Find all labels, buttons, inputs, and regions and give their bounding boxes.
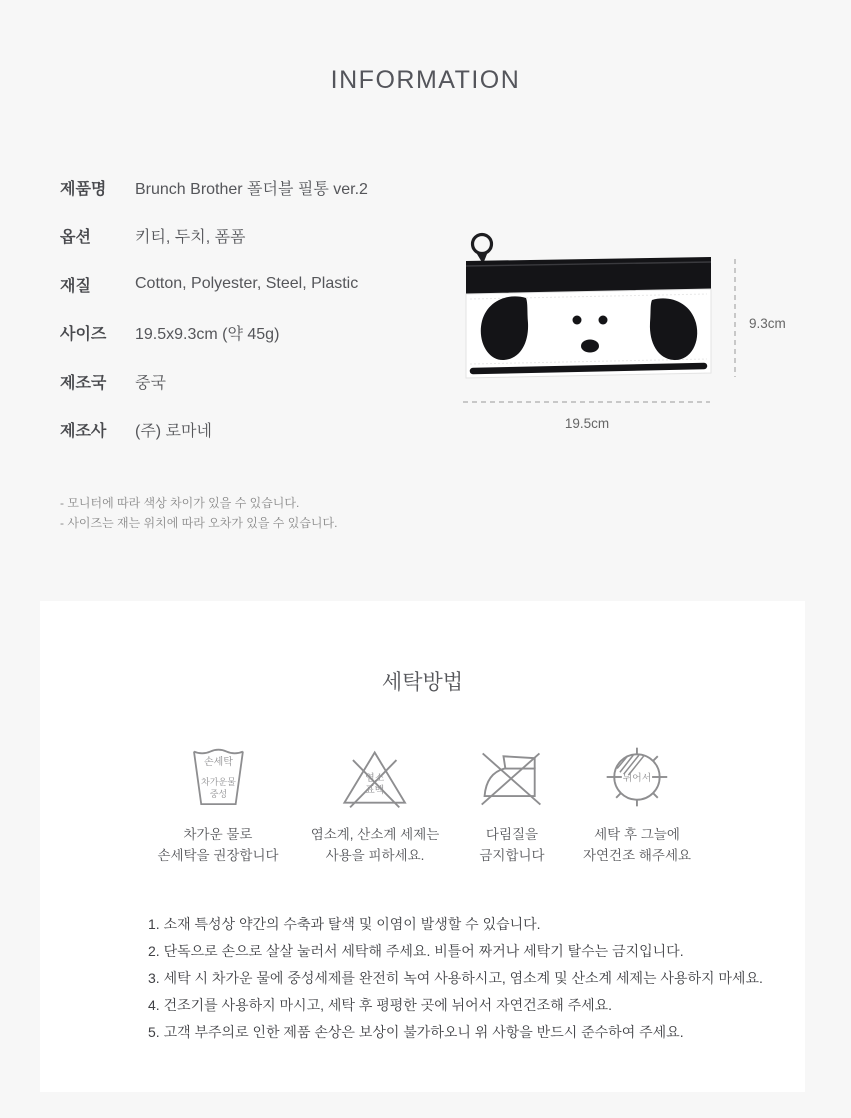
spec-value: 중국 xyxy=(135,374,166,392)
care-instruction-item: 2. 단독으로 손으로 살살 눌러서 세탁해 주세요. 비틀어 짜거나 세탁기 탈수는 금지입니다. xyxy=(148,943,684,959)
dog-left-eye xyxy=(573,316,582,325)
page-title: INFORMATION xyxy=(330,66,521,94)
hand-wash-icon xyxy=(189,739,247,811)
care-instruction-list xyxy=(148,911,805,1046)
spec-row-material xyxy=(60,260,368,309)
spec-value: 19.5x9.3cm (약 45g) xyxy=(135,326,280,344)
care-caption: 세탁 후 그늘에 자연건조 해주세요 xyxy=(582,827,692,863)
care-symbols-row xyxy=(40,739,805,899)
spec-row-product-name xyxy=(60,163,368,212)
spec-row-country xyxy=(60,357,368,406)
spec-row-manufacturer xyxy=(60,406,368,455)
care-instruction-item: 5. 고객 부주의로 인한 제품 손상은 보상이 불가하오니 위 사항을 반드시 준수하여 주세요. xyxy=(148,1024,684,1040)
spec-label: 사이즈 xyxy=(60,326,107,344)
spec-label: 제품명 xyxy=(60,180,107,198)
dog-right-eye xyxy=(599,316,608,325)
product-spec-table xyxy=(60,163,368,454)
care-item-no-bleach xyxy=(311,739,440,866)
care-item-no-iron xyxy=(477,739,547,866)
no-bleach-icon xyxy=(340,739,410,811)
width-dimension-label: 19.5cm xyxy=(564,416,610,431)
note-color-difference: - 모니터에 따라 색상 차이가 있을 수 있습니다. xyxy=(60,496,300,510)
spec-label: 제조국 xyxy=(60,374,107,392)
care-caption: 차가운 물로 손세탁을 권장합니다 xyxy=(157,827,279,863)
care-instruction-item: 1. 소재 특성상 약간의 수축과 탈색 및 이염이 발생할 수 있습니다. xyxy=(148,916,541,932)
spec-value: (주) 로마네 xyxy=(135,423,212,441)
washing-section-title: 세탁방법 xyxy=(381,671,464,694)
no-iron-icon xyxy=(477,739,547,811)
spec-label: 옵션 xyxy=(60,229,91,247)
care-caption: 다림질을 금지합니다 xyxy=(479,827,545,863)
svg-text:표백: 표백 xyxy=(365,785,385,797)
svg-text:차가운물: 차가운물 xyxy=(200,777,236,788)
svg-text:염소: 염소 xyxy=(365,772,385,784)
care-item-dry-flat-shade xyxy=(583,739,691,866)
height-dimension-label: 9.3cm xyxy=(749,316,786,331)
dog-nose xyxy=(581,340,599,353)
pencil-case-illustration xyxy=(440,225,820,440)
zipper-ring-icon xyxy=(473,235,492,254)
spec-value: Cotton, Polyester, Steel, Plastic xyxy=(135,275,359,293)
svg-text:뉘어서: 뉘어서 xyxy=(622,772,652,784)
spec-value: Brunch Brother 폴더블 필통 ver.2 xyxy=(135,180,368,198)
spec-value: 키티, 두치, 폼폼 xyxy=(135,229,246,247)
svg-text:손세탁: 손세탁 xyxy=(203,757,233,769)
care-item-hand-wash xyxy=(157,739,278,866)
spec-row-option xyxy=(60,212,368,261)
note-size-tolerance: - 사이즈는 재는 위치에 따라 오차가 있을 수 있습니다. xyxy=(60,516,338,530)
care-instruction-item: 3. 세탁 시 차가운 물에 중성세제를 완전히 녹여 사용하시고, 염소계 및 산소계 세제는 사용하지 마세요. xyxy=(148,970,763,986)
spec-label: 재질 xyxy=(60,277,91,295)
disclaimer-notes xyxy=(60,493,337,533)
svg-text:중성: 중성 xyxy=(209,788,227,799)
spec-label: 제조사 xyxy=(60,423,107,441)
spec-row-size xyxy=(60,309,368,358)
product-dimension-figure xyxy=(440,225,820,440)
care-instruction-item: 4. 건조기를 사용하지 마시고, 세탁 후 평평한 곳에 뉘어서 자연건조해 주세요. xyxy=(148,997,613,1013)
washing-instructions-card xyxy=(40,601,805,1092)
care-caption: 염소계, 산소계 세제는 사용을 피하세요. xyxy=(310,827,440,863)
dry-flat-shade-icon xyxy=(602,739,672,811)
